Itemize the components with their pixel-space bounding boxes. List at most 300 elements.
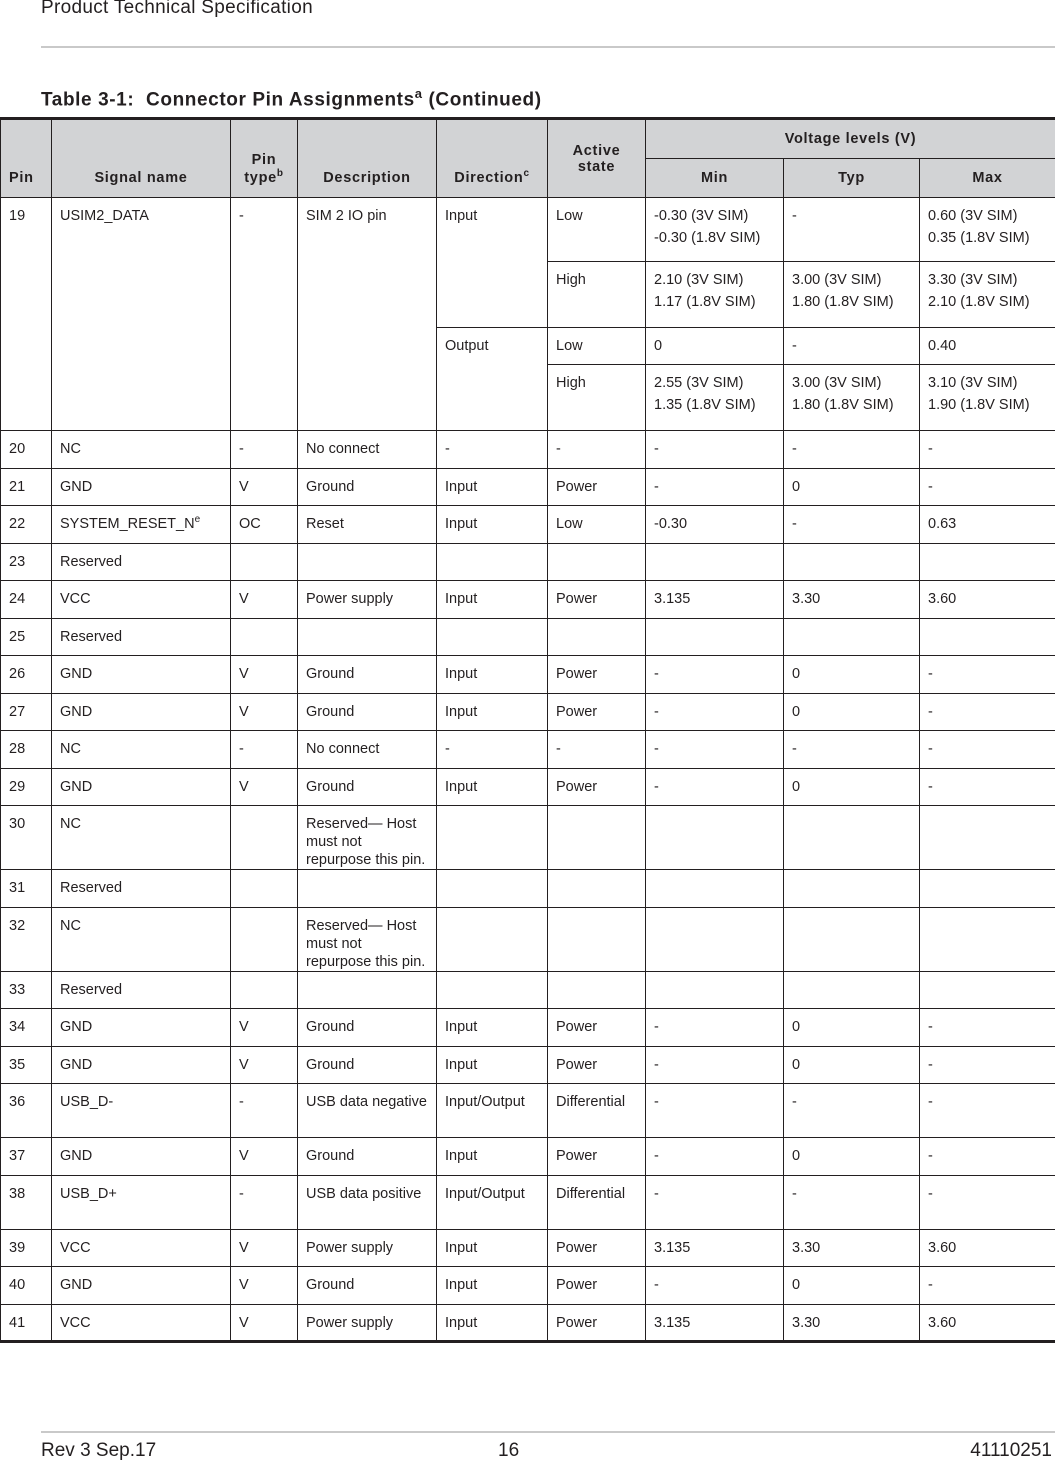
max-voltage [920, 365, 1055, 431]
direction [437, 543, 548, 581]
typ-voltage: - [784, 431, 920, 469]
table-row [1, 1267, 1055, 1305]
footer-divider [41, 1431, 1055, 1433]
pin-number: 38 [1, 1175, 52, 1229]
signal-name-text: VCC [60, 1314, 91, 1331]
footer-doc-number: 41110251 [970, 1440, 1052, 1461]
signal-name [52, 1175, 231, 1229]
min-voltage: - [646, 693, 784, 731]
max-voltage: - [920, 656, 1055, 694]
pin-number: 31 [1, 870, 52, 908]
signal-name [52, 431, 231, 469]
pin-type: V [231, 581, 298, 619]
caption-title: Connector Pin Assignments [146, 89, 415, 111]
pin-type: V [231, 768, 298, 806]
max-voltage: - [920, 1009, 1055, 1047]
max-voltage: - [920, 1084, 1055, 1138]
table-row [1, 581, 1055, 619]
typ-voltage: 0 [784, 1009, 920, 1047]
caption-footnote-mark: a [414, 86, 423, 101]
table-row [1, 431, 1055, 469]
signal-name [52, 656, 231, 694]
max-voltage [920, 870, 1055, 908]
pin-type [231, 870, 298, 908]
max-voltage-line: 3.10 (3V SIM) [928, 375, 1018, 391]
table-row [1, 618, 1055, 656]
col-direction-label: Direction [454, 170, 524, 186]
signal-name-text: GND [60, 703, 93, 720]
table-header [1, 119, 1055, 198]
typ-voltage: 0 [784, 656, 920, 694]
direction: Input [437, 1138, 548, 1176]
description: Ground [298, 656, 437, 694]
table-row [1, 870, 1055, 908]
pin-number: 35 [1, 1046, 52, 1084]
typ-voltage [784, 262, 920, 328]
active-state: Power [548, 1267, 646, 1305]
typ-voltage [784, 907, 920, 971]
table-row [1, 1084, 1055, 1138]
active-state [548, 971, 646, 1009]
pin-number: 20 [1, 431, 52, 469]
min-voltage: - [646, 768, 784, 806]
typ-voltage [784, 870, 920, 908]
table-row [1, 1009, 1055, 1047]
min-voltage: -0.30 [646, 506, 784, 544]
col-active-state: Active state [548, 119, 646, 198]
signal-name-text: GND [60, 1019, 93, 1035]
max-voltage [920, 907, 1055, 971]
direction: Input [437, 581, 548, 619]
signal-name [52, 1138, 231, 1176]
table-row [1, 656, 1055, 694]
pin-number: 22 [1, 506, 52, 544]
active-state [548, 806, 646, 870]
pin-number: 36 [1, 1084, 52, 1138]
col-pin: Pin [1, 119, 52, 198]
min-voltage [646, 806, 784, 870]
signal-name-text: NC [60, 816, 81, 832]
running-header: Product Technical Specification [41, 0, 313, 18]
active-state: Power [548, 1046, 646, 1084]
pin-number: 37 [1, 1138, 52, 1176]
max-voltage-line: 0.60 (3V SIM) [928, 208, 1018, 224]
direction [437, 618, 548, 656]
min-voltage: - [646, 731, 784, 769]
description: Power supply [298, 1304, 437, 1342]
description: Ground [298, 468, 437, 506]
pin-assignment-table [0, 117, 1055, 1343]
max-voltage: - [920, 1046, 1055, 1084]
pin-number: 30 [1, 806, 52, 870]
typ-voltage: - [784, 731, 920, 769]
description: Power supply [298, 581, 437, 619]
signal-footnote-mark: e [194, 514, 201, 526]
min-voltage-line: 1.35 (1.8V SIM) [654, 397, 756, 413]
typ-voltage-line: 1.80 (1.8V SIM) [792, 397, 894, 413]
active-state [548, 618, 646, 656]
pin-number: 26 [1, 656, 52, 694]
typ-voltage: - [784, 1084, 920, 1138]
max-voltage [920, 971, 1055, 1009]
description: Ground [298, 1046, 437, 1084]
signal-name-text: Reserved [60, 880, 123, 896]
signal-name-text: VCC [60, 591, 91, 607]
footer-revision: Rev 3 Sep.17 [41, 1440, 157, 1461]
min-voltage [646, 618, 784, 656]
signal-name [52, 1046, 231, 1084]
signal-name-text: USB_D+ [60, 1185, 117, 1202]
direction: - [437, 731, 548, 769]
typ-voltage: 0 [784, 1046, 920, 1084]
pin-type: V [231, 1304, 298, 1342]
active-state [548, 543, 646, 581]
col-pin-type-label: Pin type [244, 152, 277, 186]
active-state: High [548, 365, 646, 431]
pin-number: 41 [1, 1304, 52, 1342]
max-voltage [920, 262, 1055, 328]
direction: Output [437, 328, 548, 431]
signal-name [52, 581, 231, 619]
pin-number: 27 [1, 693, 52, 731]
typ-voltage-line: 1.80 (1.8V SIM) [792, 294, 894, 310]
min-voltage: - [646, 1267, 784, 1305]
pin-number: 23 [1, 543, 52, 581]
min-voltage-line: -0.30 (3V SIM) [654, 208, 749, 224]
typ-voltage [784, 971, 920, 1009]
typ-voltage: 3.30 [784, 581, 920, 619]
signal-name [52, 1009, 231, 1047]
active-state: Low [548, 328, 646, 365]
min-voltage [646, 543, 784, 581]
table-row [1, 693, 1055, 731]
max-voltage [920, 198, 1055, 262]
pin-number: 28 [1, 731, 52, 769]
max-voltage-line: 0.35 (1.8V SIM) [928, 230, 1030, 246]
min-voltage [646, 198, 784, 262]
direction: Input [437, 1229, 548, 1267]
min-voltage: - [646, 1138, 784, 1176]
max-voltage: 3.60 [920, 581, 1055, 619]
active-state: Power [548, 656, 646, 694]
max-voltage [920, 618, 1055, 656]
col-direction-mark: c [523, 168, 530, 180]
min-voltage-line: 2.10 (3V SIM) [654, 272, 744, 288]
min-voltage: - [646, 1084, 784, 1138]
min-voltage-line: 2.55 (3V SIM) [654, 375, 744, 391]
table-body [1, 198, 1055, 1342]
pin-type: V [231, 468, 298, 506]
max-voltage: 0.63 [920, 506, 1055, 544]
direction: Input [437, 506, 548, 544]
signal-name-text: Reserved [60, 981, 123, 998]
signal-name-text: Reserved [60, 628, 123, 645]
signal-name: USIM2_DATA [52, 198, 231, 431]
signal-name [52, 806, 231, 870]
min-voltage: 3.135 [646, 1304, 784, 1342]
description: Ground [298, 1138, 437, 1176]
pin-type [231, 806, 298, 870]
min-voltage: - [646, 1009, 784, 1047]
active-state: Low [548, 506, 646, 544]
header-divider [41, 46, 1055, 48]
signal-name-text: NC [60, 917, 81, 934]
table-row [1, 907, 1055, 971]
signal-name-text: NC [60, 741, 81, 757]
pin-type: OC [231, 506, 298, 544]
pin-number: 33 [1, 971, 52, 1009]
table-row [1, 1229, 1055, 1267]
description: Reset [298, 506, 437, 544]
direction: Input [437, 468, 548, 506]
active-state: Power [548, 693, 646, 731]
pin-type: - [231, 198, 298, 431]
pin-number: 19 [1, 198, 52, 431]
min-voltage: 3.135 [646, 1229, 784, 1267]
description: Reserved— Host must not repurpose this pin. [298, 806, 437, 870]
signal-name [52, 768, 231, 806]
caption-label: Table 3-1: [41, 89, 135, 111]
col-pin-type-mark: b [276, 168, 284, 180]
direction [437, 806, 548, 870]
max-voltage [920, 543, 1055, 581]
pin-type: V [231, 656, 298, 694]
max-voltage: - [920, 1138, 1055, 1176]
signal-name [52, 870, 231, 908]
description: USB data positive [298, 1175, 437, 1229]
col-max: Max [920, 159, 1055, 198]
table-row [1, 543, 1055, 581]
pin-type [231, 907, 298, 971]
pin-type: V [231, 1267, 298, 1305]
signal-name [52, 731, 231, 769]
pin-type: V [231, 1009, 298, 1047]
active-state: High [548, 262, 646, 328]
table-row [1, 506, 1055, 544]
min-voltage-line: 1.17 (1.8V SIM) [654, 294, 756, 310]
min-voltage [646, 262, 784, 328]
caption-suffix: (Continued) [428, 89, 542, 111]
min-voltage: - [646, 1046, 784, 1084]
col-voltage-levels: Voltage levels (V) [646, 119, 1055, 159]
direction: Input [437, 656, 548, 694]
signal-name-text: NC [60, 441, 81, 457]
active-state: Power [548, 1138, 646, 1176]
min-voltage: - [646, 656, 784, 694]
direction: Input [437, 1304, 548, 1342]
description [298, 618, 437, 656]
pin-number: 21 [1, 468, 52, 506]
col-description: Description [298, 119, 437, 198]
pin-number: 34 [1, 1009, 52, 1047]
typ-voltage: - [784, 506, 920, 544]
min-voltage: - [646, 468, 784, 506]
typ-voltage: 0 [784, 693, 920, 731]
pin-number: 24 [1, 581, 52, 619]
signal-name [52, 618, 231, 656]
max-voltage: - [920, 1175, 1055, 1229]
active-state: - [548, 731, 646, 769]
signal-name [52, 468, 231, 506]
min-voltage [646, 907, 784, 971]
max-voltage: - [920, 431, 1055, 469]
active-state [548, 907, 646, 971]
pin-type: - [231, 731, 298, 769]
signal-name-text: USB_D- [60, 1094, 114, 1110]
col-pin-type [231, 119, 298, 198]
direction: Input/Output [437, 1175, 548, 1229]
pin-type [231, 543, 298, 581]
typ-voltage: 0 [784, 468, 920, 506]
signal-name [52, 543, 231, 581]
pin-number: 32 [1, 907, 52, 971]
max-voltage [920, 806, 1055, 870]
typ-voltage: - [784, 328, 920, 365]
max-voltage: - [920, 468, 1055, 506]
direction: - [437, 431, 548, 469]
description: No connect [298, 731, 437, 769]
description: Ground [298, 693, 437, 731]
min-voltage: 3.135 [646, 581, 784, 619]
typ-voltage [784, 365, 920, 431]
active-state: Differential [548, 1175, 646, 1229]
min-voltage-line: -0.30 (1.8V SIM) [654, 230, 761, 246]
pin-number: 29 [1, 768, 52, 806]
direction: Input [437, 1009, 548, 1047]
signal-name-text: GND [60, 1277, 93, 1293]
description [298, 971, 437, 1009]
active-state: Low [548, 198, 646, 262]
table-row [1, 971, 1055, 1009]
typ-voltage: 3.30 [784, 1304, 920, 1342]
signal-name-text: GND [60, 478, 93, 495]
direction [437, 907, 548, 971]
table-row [1, 198, 1055, 262]
max-voltage: - [920, 693, 1055, 731]
table-row [1, 1304, 1055, 1342]
pin-type [231, 618, 298, 656]
active-state: - [548, 431, 646, 469]
direction: Input [437, 768, 548, 806]
signal-name-text: VCC [60, 1239, 91, 1256]
signal-name-text: Reserved [60, 553, 123, 570]
max-voltage-line: 2.10 (1.8V SIM) [928, 294, 1030, 310]
description [298, 543, 437, 581]
table-row [1, 1175, 1055, 1229]
min-voltage [646, 971, 784, 1009]
col-typ: Typ [784, 159, 920, 198]
typ-voltage [784, 543, 920, 581]
pin-type: - [231, 1175, 298, 1229]
signal-name-text: GND [60, 1056, 93, 1073]
direction: Input [437, 198, 548, 328]
direction: Input/Output [437, 1084, 548, 1138]
pin-type: V [231, 1138, 298, 1176]
table-caption [41, 86, 542, 111]
description: SIM 2 IO pin [298, 198, 437, 431]
pin-number: 39 [1, 1229, 52, 1267]
pin-type: - [231, 431, 298, 469]
typ-voltage: - [784, 198, 920, 262]
min-voltage: - [646, 431, 784, 469]
typ-voltage: 0 [784, 1267, 920, 1305]
signal-name [52, 693, 231, 731]
description: USB data negative [298, 1084, 437, 1138]
table-row [1, 731, 1055, 769]
max-voltage: - [920, 768, 1055, 806]
min-voltage: 0 [646, 328, 784, 365]
direction [437, 870, 548, 908]
typ-voltage: 0 [784, 768, 920, 806]
pin-type: - [231, 1084, 298, 1138]
table-row [1, 1046, 1055, 1084]
typ-voltage: - [784, 1175, 920, 1229]
description: Ground [298, 1009, 437, 1047]
signal-name [52, 1084, 231, 1138]
signal-name-text: GND [60, 666, 93, 682]
signal-name [52, 971, 231, 1009]
pin-type [231, 971, 298, 1009]
signal-name [52, 1229, 231, 1267]
pin-number: 25 [1, 618, 52, 656]
min-voltage [646, 365, 784, 431]
direction [437, 971, 548, 1009]
active-state: Power [548, 468, 646, 506]
active-state: Power [548, 768, 646, 806]
active-state: Power [548, 1009, 646, 1047]
direction: Input [437, 1267, 548, 1305]
signal-name-text: SYSTEM_RESET_N [60, 516, 195, 532]
max-voltage-line: 1.90 (1.8V SIM) [928, 397, 1030, 413]
max-voltage: - [920, 1267, 1055, 1305]
max-voltage: 3.60 [920, 1304, 1055, 1342]
description [298, 870, 437, 908]
signal-name [52, 907, 231, 971]
min-voltage [646, 870, 784, 908]
max-voltage: - [920, 731, 1055, 769]
description: No connect [298, 431, 437, 469]
active-state [548, 870, 646, 908]
pin-number: 40 [1, 1267, 52, 1305]
direction: Input [437, 693, 548, 731]
active-state: Power [548, 581, 646, 619]
table-row [1, 468, 1055, 506]
active-state: Power [548, 1229, 646, 1267]
min-voltage: - [646, 1175, 784, 1229]
description: Power supply [298, 1229, 437, 1267]
table-row [1, 768, 1055, 806]
description: Reserved— Host must not repurpose this pin. [298, 907, 437, 971]
col-min: Min [646, 159, 784, 198]
typ-voltage [784, 806, 920, 870]
typ-voltage-line: 3.00 (3V SIM) [792, 375, 882, 391]
typ-voltage-line: 3.00 (3V SIM) [792, 272, 882, 288]
max-voltage: 0.40 [920, 328, 1055, 365]
pin-type: V [231, 1046, 298, 1084]
description: Ground [298, 768, 437, 806]
signal-name [52, 506, 231, 544]
typ-voltage [784, 618, 920, 656]
pin-type: V [231, 693, 298, 731]
active-state: Differential [548, 1084, 646, 1138]
max-voltage: 3.60 [920, 1229, 1055, 1267]
active-state: Power [548, 1304, 646, 1342]
signal-name-text: GND [60, 1148, 93, 1164]
pin-type: V [231, 1229, 298, 1267]
footer-page-number: 16 [498, 1440, 520, 1461]
direction: Input [437, 1046, 548, 1084]
signal-name [52, 1304, 231, 1342]
